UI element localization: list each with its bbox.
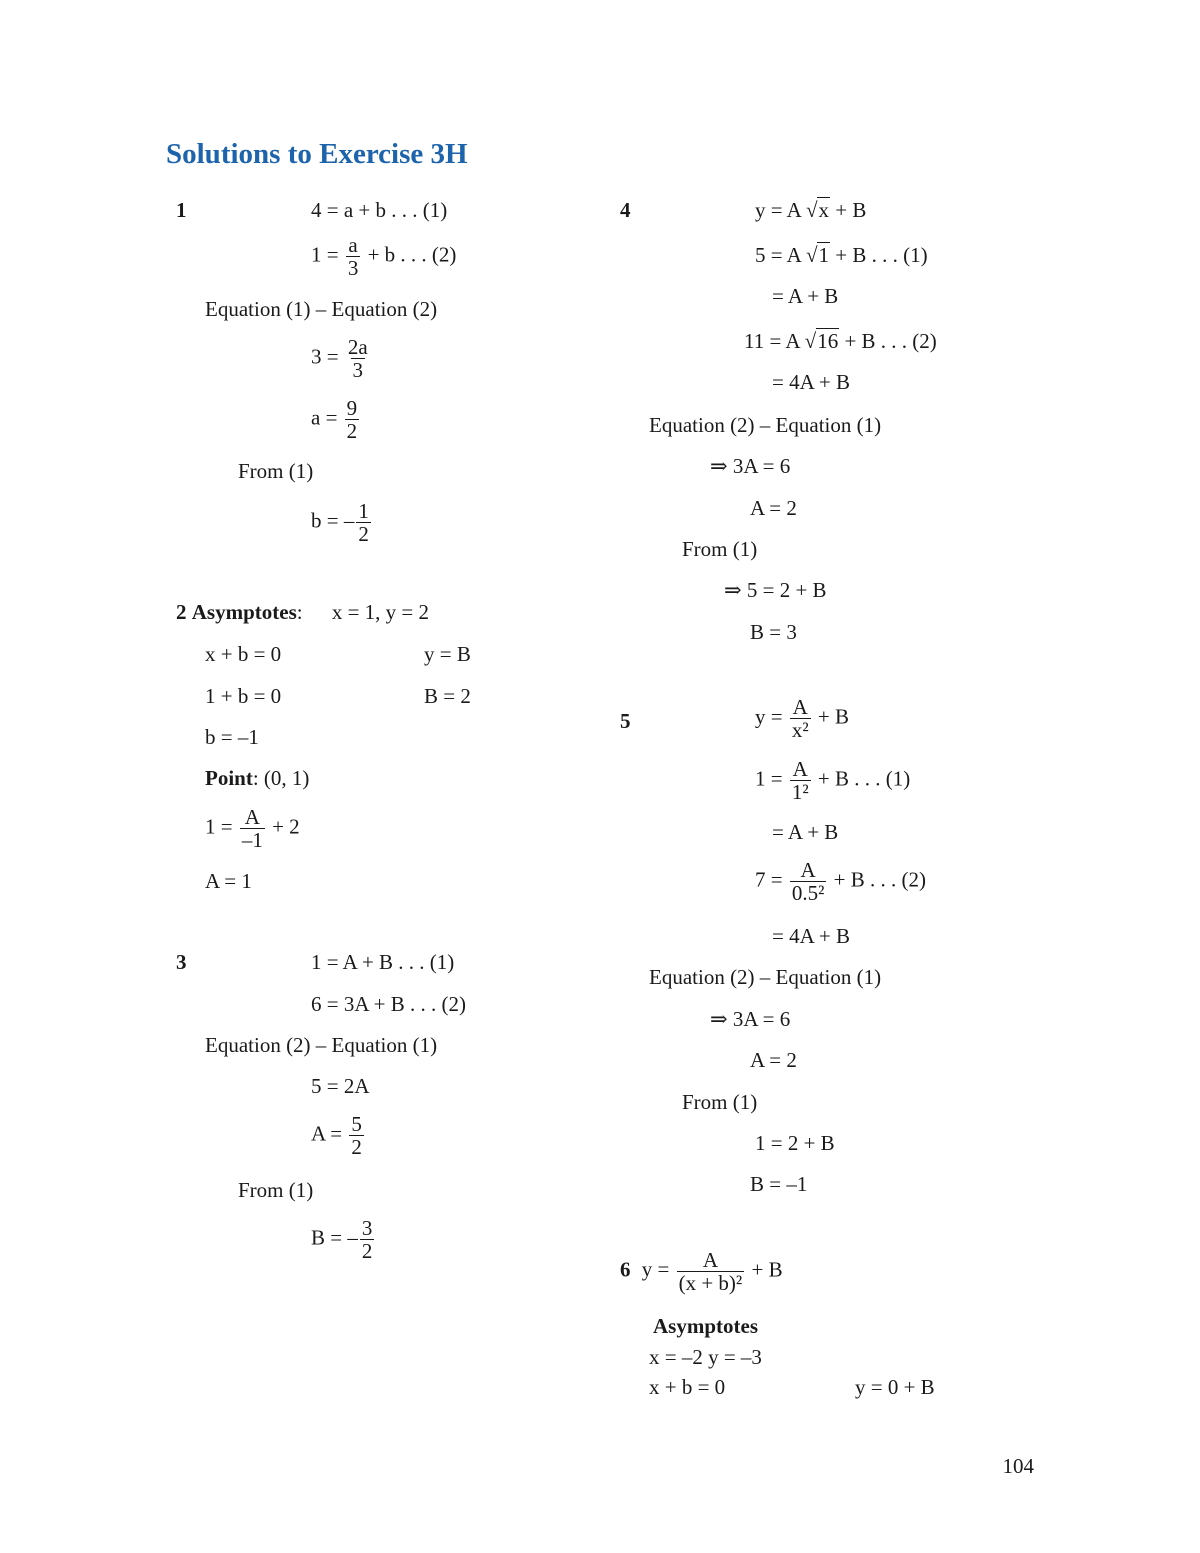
q6-line-1b: y = 0 + B bbox=[855, 1375, 935, 1399]
q5-equation-6: ⇒ 3A = 6 bbox=[710, 1007, 791, 1031]
q4-equation-5: = 4A + B bbox=[772, 370, 850, 394]
q1-equation-1: 4 = a + b . . . (1) bbox=[311, 198, 448, 222]
q1-eq5-fraction bbox=[356, 500, 371, 545]
q6-eq-fraction bbox=[677, 1249, 745, 1294]
numerator: 1 bbox=[358, 499, 369, 523]
q6-eq-lhs: y = bbox=[641, 1257, 670, 1282]
q2-asymptotes-label: Asymptotes bbox=[191, 600, 297, 624]
q5-from: From (1) bbox=[682, 1090, 758, 1114]
q1-equation-4 bbox=[311, 397, 361, 442]
numerator: 5 bbox=[351, 1112, 362, 1136]
q2-point-line bbox=[205, 766, 309, 790]
q5-equation-7: A = 2 bbox=[750, 1048, 797, 1072]
denominator: 2 bbox=[361, 1239, 373, 1263]
radicand: 1 bbox=[818, 243, 829, 267]
q3-from: From (1) bbox=[238, 1178, 314, 1202]
q2-asymptotes-colon: : bbox=[296, 600, 303, 624]
numerator: 2a bbox=[347, 335, 368, 359]
q4-step: Equation (2) – Equation (1) bbox=[649, 413, 882, 437]
denominator: 0.5² bbox=[791, 881, 825, 905]
q5-equation-4 bbox=[755, 859, 926, 904]
q5-eq2-lhs: 1 = bbox=[755, 766, 783, 791]
q4-equation-6: ⇒ 3A = 6 bbox=[710, 454, 791, 478]
radicand: 16 bbox=[817, 329, 839, 353]
q3-eq4-lhs: A = bbox=[311, 1121, 343, 1146]
q4-equation-4 bbox=[744, 329, 937, 353]
q5-equation-5: = 4A + B bbox=[772, 924, 850, 948]
numerator: A bbox=[792, 695, 808, 719]
q3-step: Equation (2) – Equation (1) bbox=[205, 1033, 438, 1057]
q4-eq2-post: + B . . . (1) bbox=[835, 243, 928, 267]
q1-eq4-lhs: a = bbox=[311, 405, 338, 430]
q1-eq2-lhs: 1 = bbox=[311, 242, 339, 267]
q2-line-3: b = –1 bbox=[205, 725, 259, 749]
question-number-4: 4 bbox=[620, 198, 631, 222]
denominator: 3 bbox=[352, 358, 363, 382]
q1-equation-5 bbox=[311, 500, 373, 545]
q2-equation bbox=[205, 806, 300, 851]
q4-eq1-pre: y = A bbox=[755, 198, 801, 222]
numerator: 3 bbox=[361, 1216, 373, 1240]
q5-equation-9: B = –1 bbox=[750, 1172, 808, 1196]
q5-eq2-rest: + B . . . (1) bbox=[817, 766, 911, 791]
q4-equation-3: = A + B bbox=[772, 284, 839, 308]
q4-equation-1 bbox=[755, 198, 866, 222]
denominator: 3 bbox=[347, 256, 359, 280]
q5-equation-8: 1 = 2 + B bbox=[755, 1131, 835, 1155]
denominator: 1² bbox=[791, 780, 809, 804]
q3-equation-1: 1 = A + B . . . (1) bbox=[311, 950, 455, 974]
q5-eq2-fraction bbox=[790, 758, 811, 803]
q6-asymptotes-values: x = –2 y = –3 bbox=[649, 1345, 762, 1369]
radicand: x bbox=[818, 198, 829, 222]
q4-equation-8: ⇒ 5 = 2 + B bbox=[724, 578, 827, 602]
q2-line-1b: y = B bbox=[424, 642, 471, 666]
q5-eq4-fraction bbox=[790, 859, 827, 904]
q2-asymptotes-line bbox=[176, 600, 429, 624]
q3-eq5-lhs: B = – bbox=[311, 1225, 358, 1250]
question-number-3: 3 bbox=[176, 950, 187, 974]
question-number-5: 5 bbox=[620, 709, 631, 733]
numerator: A bbox=[792, 757, 808, 781]
q4-equation-9: B = 3 bbox=[750, 620, 797, 644]
q3-eq5-fraction bbox=[360, 1217, 375, 1262]
q4-eq4-post: + B . . . (2) bbox=[844, 329, 937, 353]
denominator: –1 bbox=[241, 828, 263, 852]
q1-from: From (1) bbox=[238, 459, 314, 483]
q5-equation-2 bbox=[755, 758, 910, 803]
page-number: 104 bbox=[1002, 1454, 1034, 1478]
q5-eq4-lhs: 7 = bbox=[755, 867, 783, 892]
q4-eq4-pre: 11 = A bbox=[744, 329, 800, 353]
q2-eq-fraction bbox=[240, 806, 265, 851]
q6-eq-rest: + B bbox=[751, 1257, 783, 1282]
q6-equation bbox=[620, 1249, 783, 1294]
q1-eq2-fraction bbox=[346, 234, 361, 279]
q2-line-1a: x + b = 0 bbox=[205, 642, 282, 666]
q1-step: Equation (1) – Equation (2) bbox=[205, 297, 438, 321]
q3-equation-5 bbox=[311, 1217, 376, 1262]
denominator: x² bbox=[791, 718, 809, 742]
q1-eq4-fraction bbox=[345, 397, 360, 442]
sqrt-icon: √16 bbox=[804, 329, 839, 353]
q5-eq1-rest: + B bbox=[817, 704, 849, 729]
q5-equation-3: = A + B bbox=[772, 820, 839, 844]
q5-step: Equation (2) – Equation (1) bbox=[649, 965, 882, 989]
q2-result: A = 1 bbox=[205, 869, 252, 893]
q1-equation-2 bbox=[311, 234, 456, 279]
q2-eq-rest: + 2 bbox=[272, 814, 300, 839]
q1-eq3-lhs: 3 = bbox=[311, 344, 339, 369]
denominator: 2 bbox=[346, 419, 358, 443]
q2-line-2b: B = 2 bbox=[424, 684, 471, 708]
q3-equation-3: 5 = 2A bbox=[311, 1074, 370, 1098]
denominator: 2 bbox=[358, 522, 369, 546]
q4-eq1-post: + B bbox=[835, 198, 867, 222]
question-number-2: 2 bbox=[176, 600, 187, 624]
q5-eq4-rest: + B . . . (2) bbox=[833, 867, 926, 892]
numerator: A bbox=[702, 1248, 718, 1272]
q2-eq-lhs: 1 = bbox=[205, 814, 233, 839]
q4-equation-2 bbox=[755, 243, 928, 267]
q4-eq2-pre: 5 = A bbox=[755, 243, 801, 267]
numerator: A bbox=[800, 858, 816, 882]
q6-asymptotes-label: Asymptotes bbox=[653, 1314, 758, 1338]
question-number-1: 1 bbox=[176, 198, 187, 222]
q2-asymptotes-values: x = 1, y = 2 bbox=[331, 600, 430, 624]
q1-eq2-rest: + b . . . (2) bbox=[367, 242, 457, 267]
numerator: 9 bbox=[346, 396, 358, 420]
q3-equation-4 bbox=[311, 1113, 366, 1158]
q1-equation-3 bbox=[311, 336, 372, 381]
q2-line-2a: 1 + b = 0 bbox=[205, 684, 282, 708]
q4-equation-7: A = 2 bbox=[750, 496, 797, 520]
denominator: (x + b)² bbox=[678, 1271, 743, 1295]
question-number-6: 6 bbox=[620, 1257, 631, 1282]
q3-equation-2: 6 = 3A + B . . . (2) bbox=[311, 992, 466, 1016]
q1-eq5-lhs: b = – bbox=[311, 508, 355, 533]
numerator: a bbox=[348, 233, 358, 257]
q6-line-1a: x + b = 0 bbox=[649, 1375, 726, 1399]
q1-eq3-fraction bbox=[346, 336, 370, 381]
q5-equation-1 bbox=[755, 696, 849, 741]
q3-eq4-fraction bbox=[349, 1113, 364, 1158]
page-title: Solutions to Exercise 3H bbox=[166, 138, 468, 170]
denominator: 2 bbox=[351, 1135, 362, 1159]
q5-eq1-fraction bbox=[790, 696, 811, 741]
q5-eq1-lhs: y = bbox=[755, 704, 783, 729]
sqrt-icon: √x bbox=[805, 198, 829, 222]
numerator: A bbox=[244, 805, 260, 829]
q2-point-value: : (0, 1) bbox=[252, 766, 310, 790]
q4-from: From (1) bbox=[682, 537, 758, 561]
sqrt-icon: √1 bbox=[805, 243, 829, 267]
q2-point-label: Point bbox=[205, 766, 253, 790]
